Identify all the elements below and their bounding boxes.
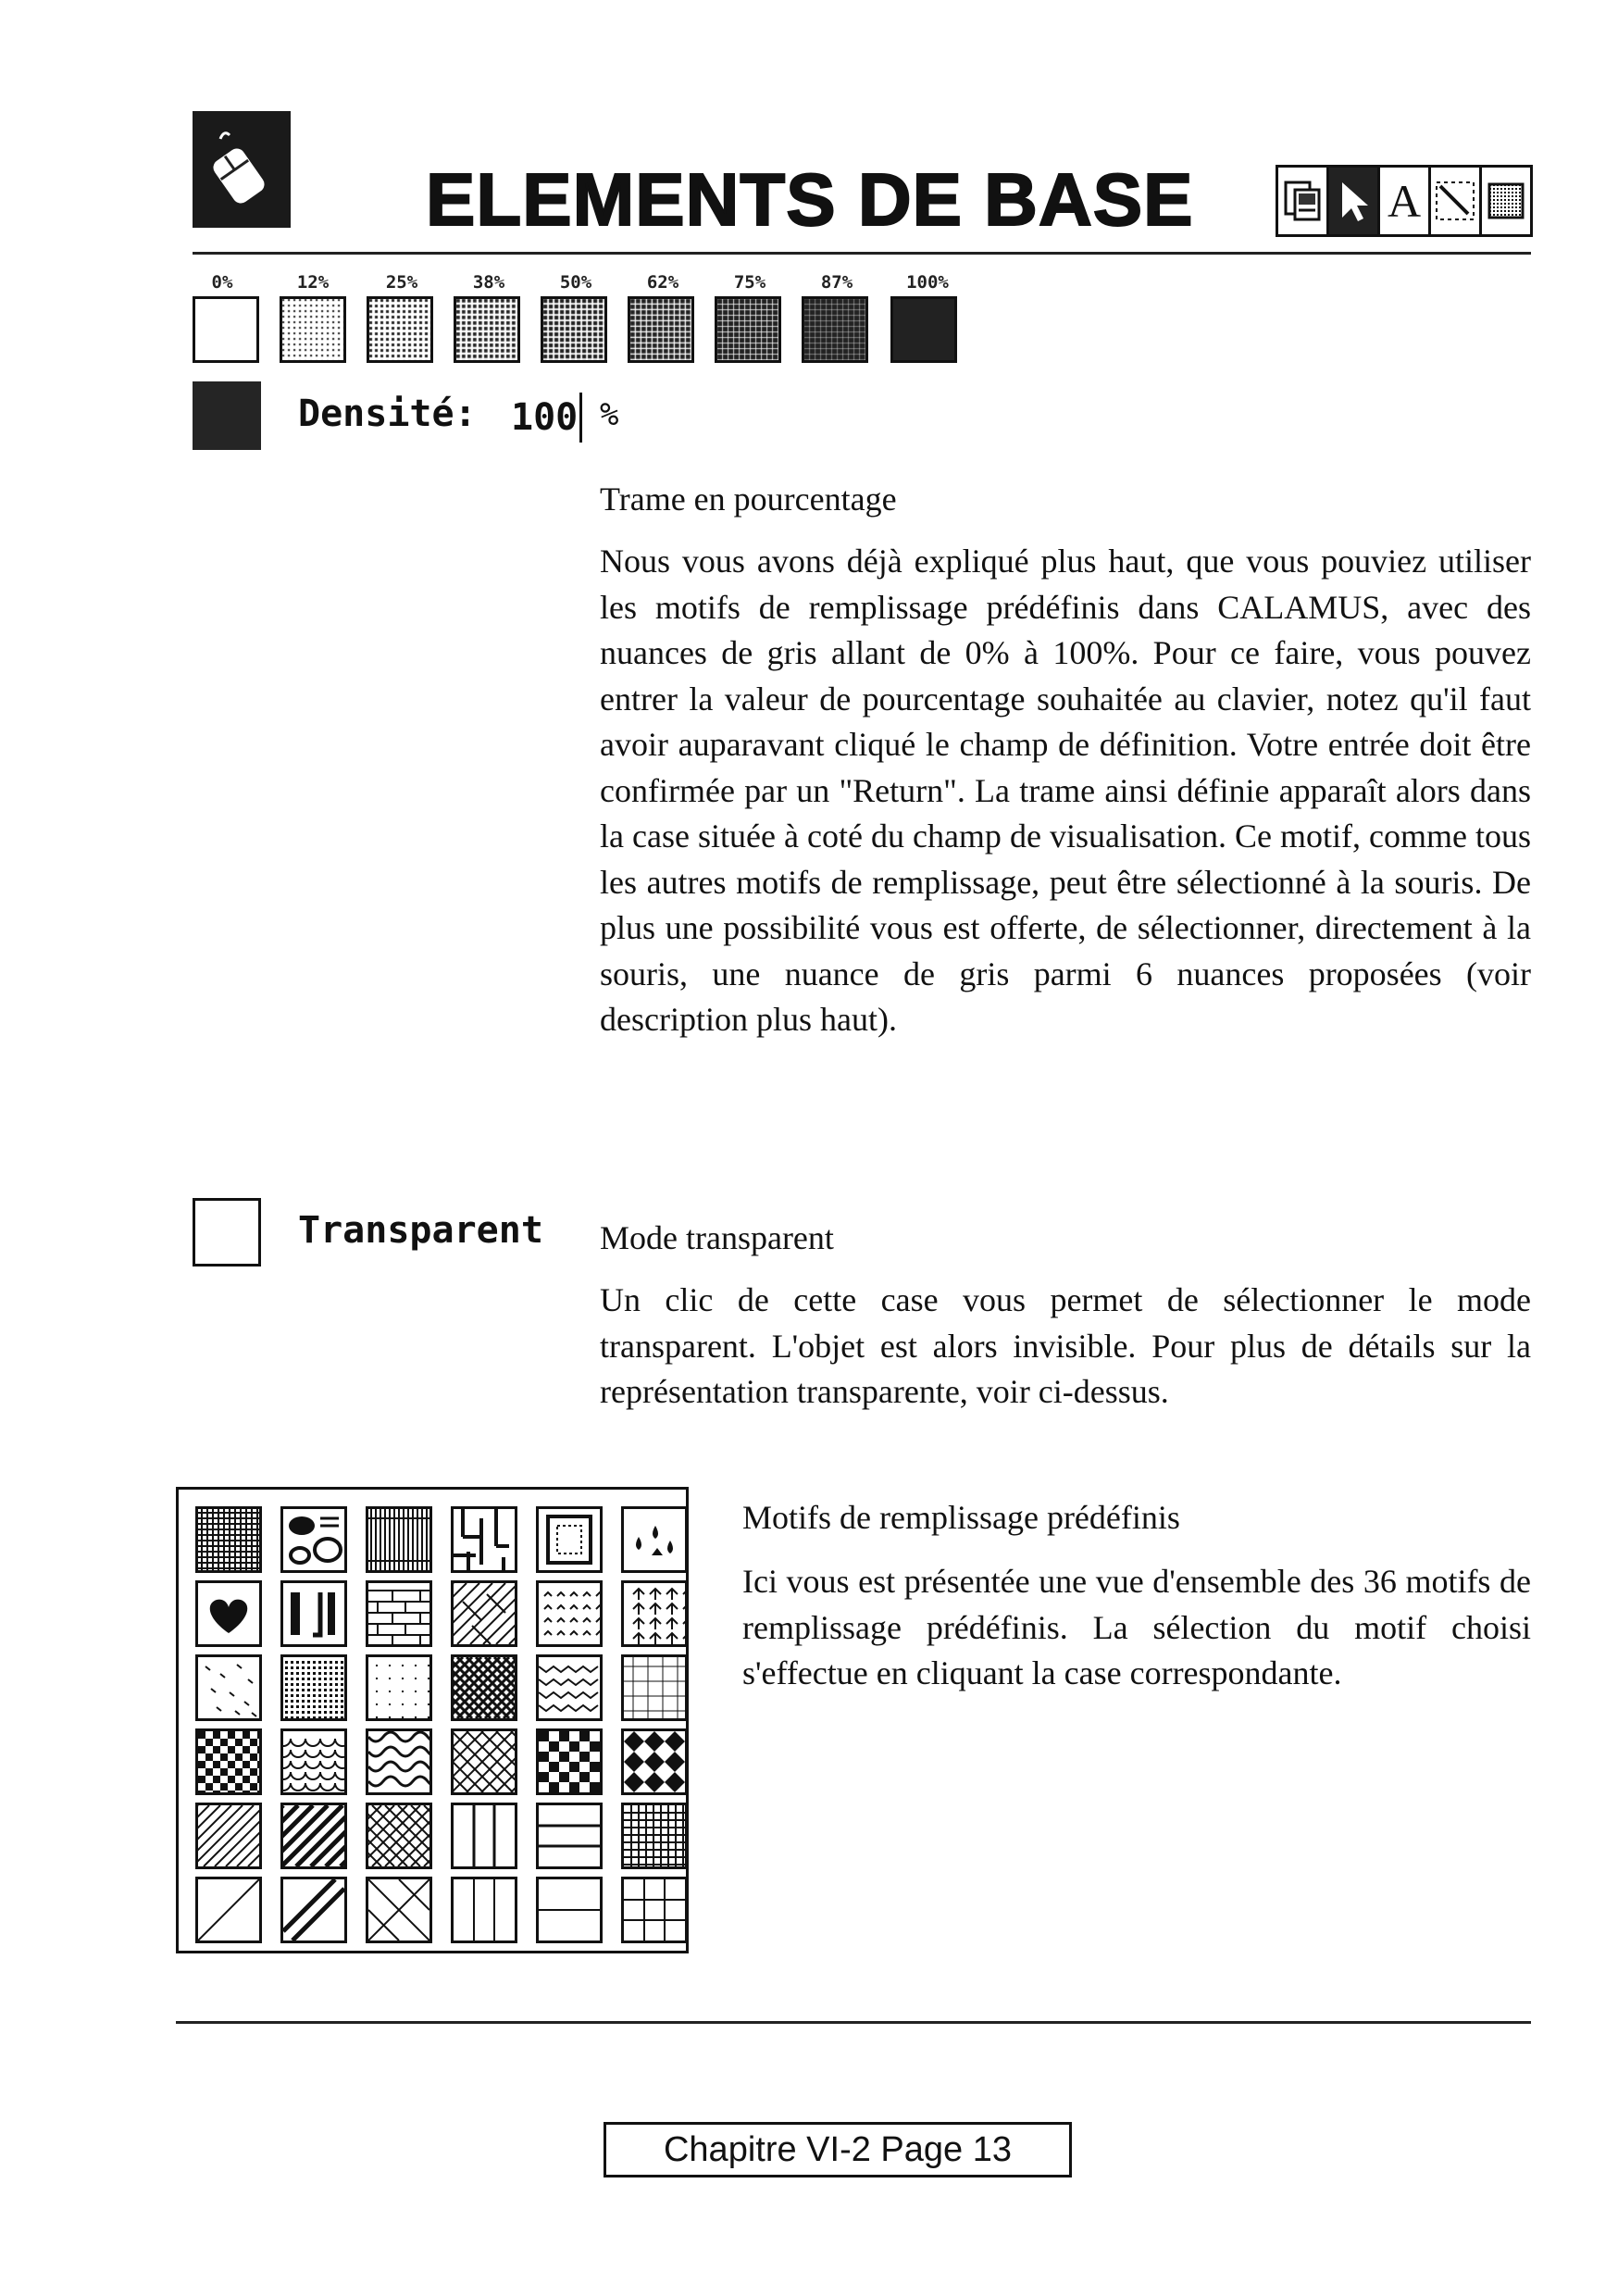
- footer-text: Chapitre VI-2 Page 13: [663, 2129, 1012, 2169]
- page-footer: [604, 2122, 1072, 2177]
- pct-label-100: 100%: [906, 272, 949, 293]
- pattern-maze[interactable]: [451, 1506, 517, 1573]
- pattern-scales[interactable]: [280, 1728, 347, 1795]
- pattern-blobs[interactable]: [280, 1506, 347, 1573]
- pattern-diamond-dark[interactable]: [621, 1728, 688, 1795]
- pct-label-87: 87%: [820, 272, 853, 293]
- density-swatch-38[interactable]: [454, 296, 520, 363]
- pattern-diamonds-weave[interactable]: [451, 1728, 517, 1795]
- mouse-icon: [193, 111, 291, 228]
- pattern-zigzag[interactable]: [536, 1654, 603, 1721]
- pattern-square-grid-dots[interactable]: [621, 1654, 688, 1721]
- arrow-icon[interactable]: [1329, 168, 1380, 234]
- text-tool-icon[interactable]: [1380, 168, 1431, 234]
- density-swatch-12[interactable]: [280, 296, 346, 363]
- section-heading-motifs: Motifs de remplissage prédéfinis: [742, 1499, 1180, 1536]
- density-swatch-25[interactable]: [367, 296, 433, 363]
- density-preview-box[interactable]: [193, 381, 261, 450]
- pattern-grid-panel: [176, 1487, 689, 1953]
- density-swatch-0[interactable]: [193, 296, 259, 363]
- pattern-horizontal-wide[interactable]: [536, 1877, 603, 1943]
- pattern-x-cross[interactable]: [366, 1877, 432, 1943]
- page-icon[interactable]: [1278, 168, 1329, 234]
- pct-label-38: 38%: [472, 272, 505, 293]
- density-swatch-50[interactable]: [541, 296, 607, 363]
- pct-label-50: 50%: [559, 272, 592, 293]
- density-unit: %: [600, 396, 619, 433]
- pattern-vertical-stripes[interactable]: [366, 1506, 432, 1573]
- section-body-trame: Nous vous avons déjà expliqué plus haut, que vous pouviez utiliser les motifs de remplissage prédéfinis dans CALAMUS, avec des nuances de gris allant de 0% à 100%. Pour ce faire, vous pouvez entrer la valeur de pourcentage souhaitée au clavier, notez qu'il faut avoir auparavant cliqué le champ de définition. Votre entrée doit être confirmée par un "Return". La trame ainsi définie apparaît alors dans la case située à coté du champ de visualisation. Ce motif, comme tous les autres motifs de remplissage, peut être sélectionné à la souris. De plus une possibilité vous est offerte, de sélectionner, directement à la souris, une nuance de gris parmi 6 nuances proposées (voir description plus haut).: [600, 543, 1531, 1038]
- density-swatch-87[interactable]: [802, 296, 868, 363]
- pattern-speckle[interactable]: [280, 1654, 347, 1721]
- tool-icon-bar: [1276, 165, 1533, 237]
- pattern-diag-thin[interactable]: [195, 1803, 262, 1869]
- density-swatch-62[interactable]: [628, 296, 694, 363]
- header-rule: [193, 252, 1531, 255]
- section-heading-transparent: Mode transparent: [600, 1219, 834, 1256]
- section-body-transparent: Un clic de cette case vous permet de sélectionner le mode transparent. L'objet est alors invisible. Pour plus de détails sur la représentation transparente, voir ci-dessus.: [600, 1281, 1531, 1410]
- transparent-label: Transparent: [298, 1209, 543, 1252]
- pattern-frame[interactable]: [536, 1506, 603, 1573]
- pct-label-12: 12%: [296, 272, 330, 293]
- pattern-bricks[interactable]: [366, 1580, 432, 1647]
- pct-label-25: 25%: [385, 272, 418, 293]
- density-input[interactable]: 100: [511, 393, 582, 443]
- pct-label-0: 0%: [211, 272, 233, 293]
- raster-tool-icon[interactable]: [1482, 168, 1530, 234]
- pattern-checker[interactable]: [536, 1728, 603, 1795]
- section-heading-trame: Trame en pourcentage: [600, 480, 897, 518]
- pattern-chevron-light[interactable]: [536, 1580, 603, 1647]
- pct-label-62: 62%: [646, 272, 679, 293]
- pattern-crosshatch[interactable]: [366, 1803, 432, 1869]
- density-swatch-100[interactable]: [890, 296, 957, 363]
- page-title: ELEMENTS DE BASE: [426, 158, 1194, 241]
- pattern-dots-sparse[interactable]: [366, 1654, 432, 1721]
- pattern-checker-small[interactable]: [195, 1728, 262, 1795]
- pattern-sprinkle[interactable]: [195, 1654, 262, 1721]
- density-swatch-75[interactable]: [715, 296, 781, 363]
- pattern-diag-basket[interactable]: [451, 1654, 517, 1721]
- pct-label-75: 75%: [733, 272, 766, 293]
- pattern-vertical-wide[interactable]: [451, 1877, 517, 1943]
- line-tool-icon[interactable]: [1431, 168, 1482, 234]
- pattern-grid-fine[interactable]: [621, 1803, 688, 1869]
- footer-rule: [176, 2021, 1531, 2024]
- pattern-wave[interactable]: [366, 1728, 432, 1795]
- pattern-diag-double[interactable]: [280, 1877, 347, 1943]
- pattern-drops[interactable]: [621, 1506, 688, 1573]
- pattern-figure[interactable]: [280, 1580, 347, 1647]
- pattern-vertical-lines[interactable]: [451, 1803, 517, 1869]
- pattern-tree[interactable]: [621, 1580, 688, 1647]
- pattern-diag-thick[interactable]: [280, 1803, 347, 1869]
- text-tool-label: A: [1387, 175, 1422, 227]
- section-body-motifs: Ici vous est présentée une vue d'ensemble des 36 motifs de remplissage prédéfinis. La sélection du motif choisi s'effectue en cliquant la case correspondante.: [742, 1563, 1531, 1691]
- pattern-horizontal-lines[interactable]: [536, 1803, 603, 1869]
- pattern-diag-single[interactable]: [195, 1877, 262, 1943]
- pattern-grid-dense[interactable]: [195, 1506, 262, 1573]
- pattern-diag-weave[interactable]: [451, 1580, 517, 1647]
- pattern-grid-wide[interactable]: [621, 1877, 688, 1943]
- pattern-heart[interactable]: [195, 1580, 262, 1647]
- density-label: Densité:: [298, 393, 477, 435]
- transparent-checkbox[interactable]: [193, 1198, 261, 1267]
